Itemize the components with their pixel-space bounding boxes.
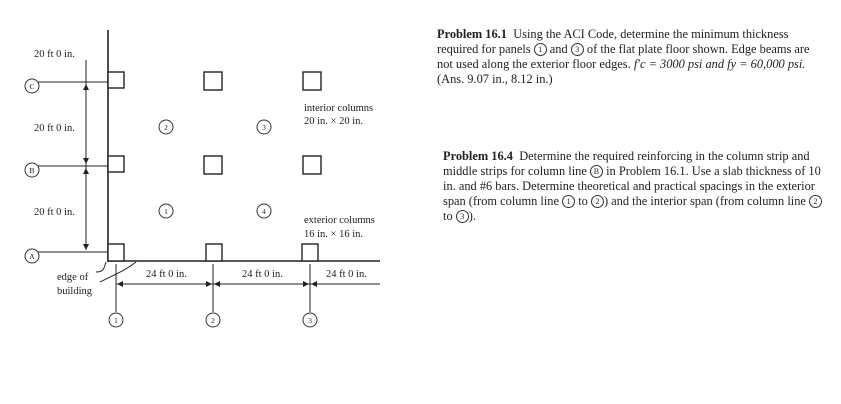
line-ref-b: B <box>590 165 603 178</box>
svg-text:C: C <box>29 82 35 91</box>
column-bubble-2 <box>206 313 220 327</box>
interior-columns-label-line2: 20 in. × 20 in. <box>304 116 364 127</box>
svg-text:2: 2 <box>211 316 215 325</box>
row-spacing-label-bottom: 20 ft 0 in. <box>34 207 75 218</box>
problem-16-1-text-b: of the flat plate floor shown. Edge beams are not used along the exterior floor edges. <box>437 42 810 71</box>
panel-ref-3: 3 <box>571 43 584 56</box>
problem-16-1-title: Problem 16.1 <box>437 27 507 41</box>
column-b1 <box>108 156 124 172</box>
edge-leader-line <box>96 262 106 272</box>
panel-ref-1: 1 <box>534 43 547 56</box>
column-a3 <box>302 244 318 261</box>
problem-16-1 <box>437 27 817 87</box>
column-b3 <box>303 156 321 174</box>
svg-text:3: 3 <box>262 123 266 132</box>
panel-bubble-2 <box>159 120 173 134</box>
panel-bubble-3 <box>257 120 271 134</box>
interior-columns-label-line1: interior columns <box>304 103 374 114</box>
svg-text:3: 3 <box>308 316 312 325</box>
svg-text:4: 4 <box>262 207 266 216</box>
line-ref-ext-to: 2 <box>591 195 604 208</box>
column-c1 <box>108 72 124 88</box>
column-bubble-3 <box>303 313 317 327</box>
problem-16-4-to-1: to <box>578 194 588 208</box>
row-spacing-label-top: 20 ft 0 in. <box>34 49 75 60</box>
problem-16-1-and: and <box>549 42 568 56</box>
span-label-2: 24 ft 0 in. <box>242 269 283 280</box>
problem-16-4-text-b: in Problem 16.1. Use a slab thickness of 10 in. and #6 bars. Determine theoretical and practical spacings in the exterior span (from column line <box>443 164 821 208</box>
problem-16-4-title: Problem 16.4 <box>443 149 513 163</box>
column-c2 <box>204 72 222 90</box>
svg-text:1: 1 <box>114 316 118 325</box>
problem-16-1-answer: (Ans. 9.07 in., 8.12 in.) <box>437 72 553 86</box>
edge-label-line1: edge of <box>57 272 89 283</box>
svg-text:2: 2 <box>164 123 168 132</box>
problem-16-4-to-2: to <box>443 209 453 223</box>
column-a1 <box>108 244 124 261</box>
svg-text:A: A <box>29 252 35 261</box>
edge-label-line2: building <box>57 286 93 297</box>
exterior-columns-label-line2: 16 in. × 16 in. <box>304 229 364 240</box>
line-ref-int-to: 3 <box>456 210 469 223</box>
span-label-1: 24 ft 0 in. <box>146 269 187 280</box>
column-bubble-1 <box>109 313 123 327</box>
row-bubble-c <box>25 79 39 93</box>
exterior-columns-label-line1: exterior columns <box>304 215 375 226</box>
svg-text:B: B <box>29 166 35 175</box>
problem-16-4-text-c: ) and the interior span (from column line <box>603 194 806 208</box>
problem-16-4 <box>443 149 828 224</box>
row-bubble-a <box>25 249 39 263</box>
panel-bubble-4 <box>257 204 271 218</box>
problem-16-4-text-a: Determine the required reinforcing in the column strip and middle strips for column line <box>443 149 810 178</box>
column-c3 <box>303 72 321 90</box>
span-label-3: 24 ft 0 in. <box>326 269 367 280</box>
svg-text:1: 1 <box>164 207 168 216</box>
row-bubble-b <box>25 163 39 177</box>
row-spacing-label-mid: 20 ft 0 in. <box>34 123 75 134</box>
column-a2 <box>206 244 222 261</box>
line-ref-ext-from: 1 <box>562 195 575 208</box>
column-b2 <box>204 156 222 174</box>
problem-16-4-end: ). <box>468 209 476 223</box>
problem-16-1-text-a: Using the ACI Code, determine the minimum thickness required for panels <box>437 27 789 56</box>
panel-bubble-1 <box>159 204 173 218</box>
problem-16-1-spec: f′c = 3000 psi and fy = 60,000 psi. <box>633 57 806 71</box>
line-ref-int-from: 2 <box>809 195 822 208</box>
